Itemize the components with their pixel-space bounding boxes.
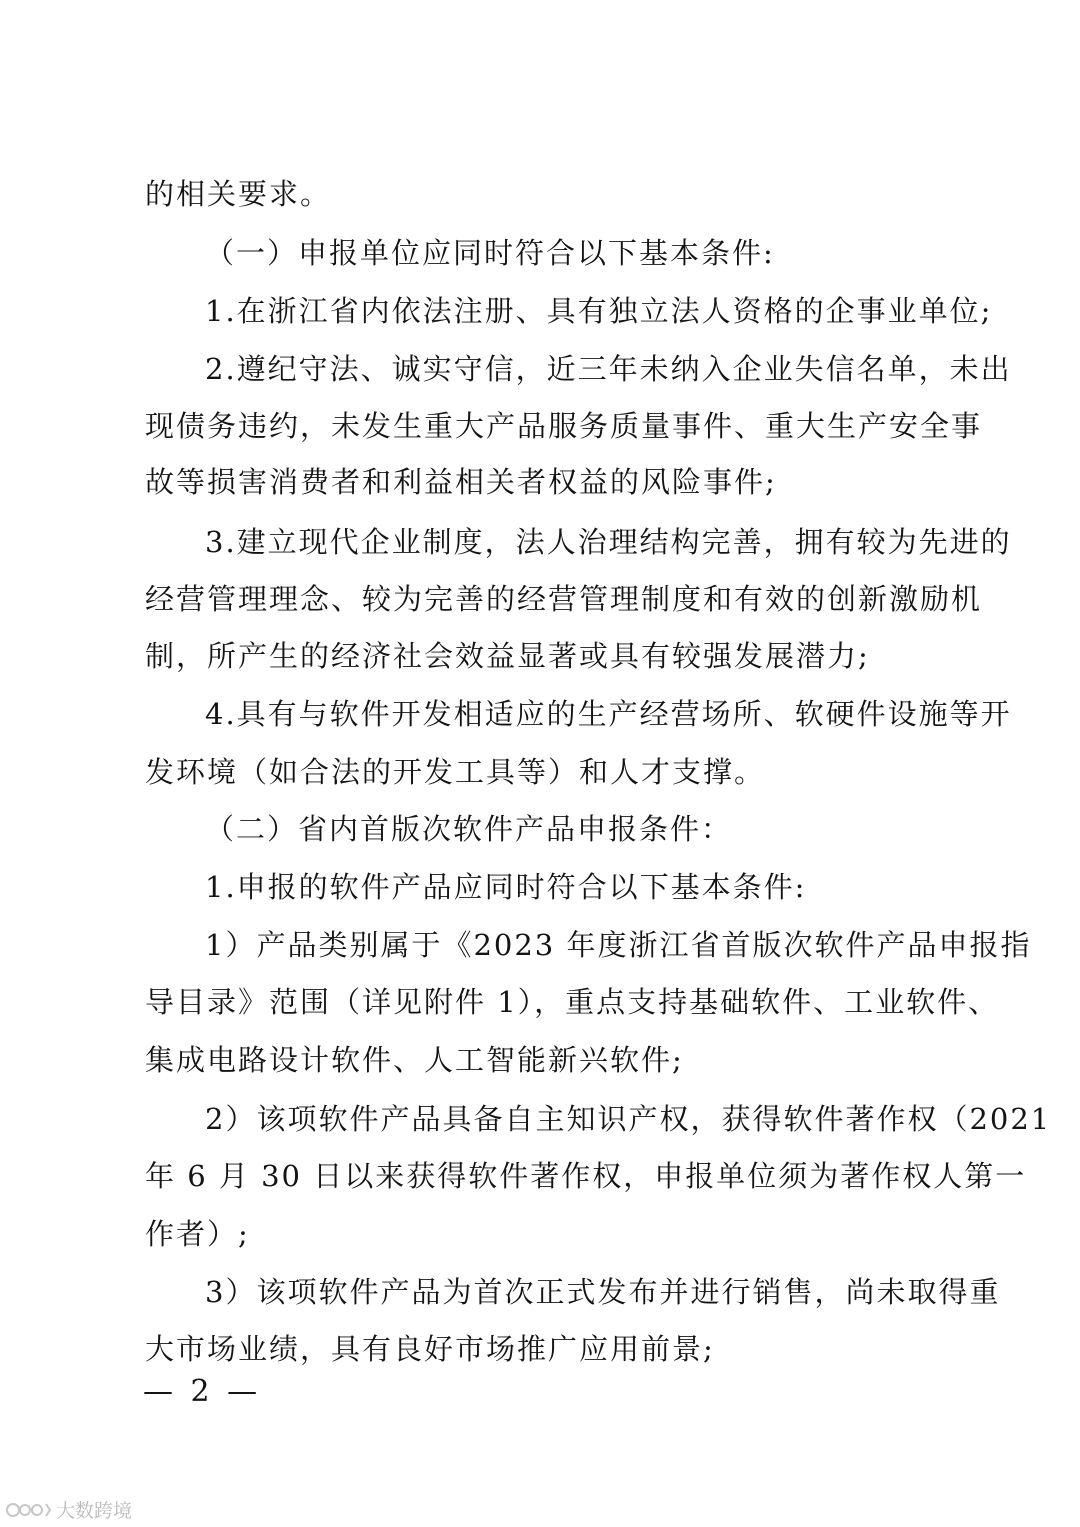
watermark-logo-icon <box>6 1499 52 1521</box>
page-number: — 2 — <box>143 1374 262 1409</box>
section-heading: （一）申报单位应同时符合以下基本条件: <box>205 236 775 270</box>
watermark-text: 大数跨境 <box>56 1500 133 1522</box>
watermark <box>6 1496 132 1523</box>
text-line: 现债务违约，未发生重大产品服务质量事件、重大生产安全事 <box>145 409 983 443</box>
text-line: 故等损害消费者和利益相关者权益的风险事件; <box>145 465 777 499</box>
text-line: 1.在浙江省内依法注册、具有独立法人资格的企事业单位; <box>205 294 993 328</box>
text-line: 制，所产生的经济社会效益显著或具有较强发展潜力; <box>145 639 870 673</box>
text-line: 2）该项软件产品具备自主知识产权，获得软件著作权（2021 <box>205 1102 1052 1136</box>
section-heading: （二）省内首版次软件产品申报条件： <box>205 812 733 846</box>
text-line: 1）产品类别属于《2023 年度浙江省首版次软件产品申报指 <box>205 928 1032 962</box>
text-line: 2.遵纪守法、诚实守信，近三年未纳入企业失信名单，未出 <box>205 352 1012 386</box>
text-line: 1.申报的软件产品应同时符合以下基本条件: <box>205 870 807 904</box>
text-line: 3.建立现代企业制度，法人治理结构完善，拥有较为先进的 <box>205 525 1012 559</box>
text-line: 大市场业绩，具有良好市场推广应用前景; <box>145 1332 715 1366</box>
text-line: 年 6 月 30 日以来获得软件著作权，申报单位须为著作权人第一 <box>145 1159 1027 1193</box>
text-line: 4.具有与软件开发相适应的生产经营场所、软硬件设施等开 <box>205 697 1012 731</box>
text-line: 的相关要求。 <box>145 177 332 211</box>
text-line: 作者）; <box>145 1217 250 1251</box>
text-line: 3）该项软件产品为首次正式发布并进行销售，尚未取得重 <box>205 1275 1001 1309</box>
text-line: 导目录》范围（详见附件 1），重点支持基础软件、工业软件、 <box>145 985 1000 1019</box>
text-line: 经营管理理念、较为完善的经营管理制度和有效的创新激励机 <box>145 582 983 616</box>
text-line: 发环境（如合法的开发工具等）和人才支撑。 <box>145 755 766 789</box>
text-line: 集成电路设计软件、人工智能新兴软件; <box>145 1043 684 1077</box>
